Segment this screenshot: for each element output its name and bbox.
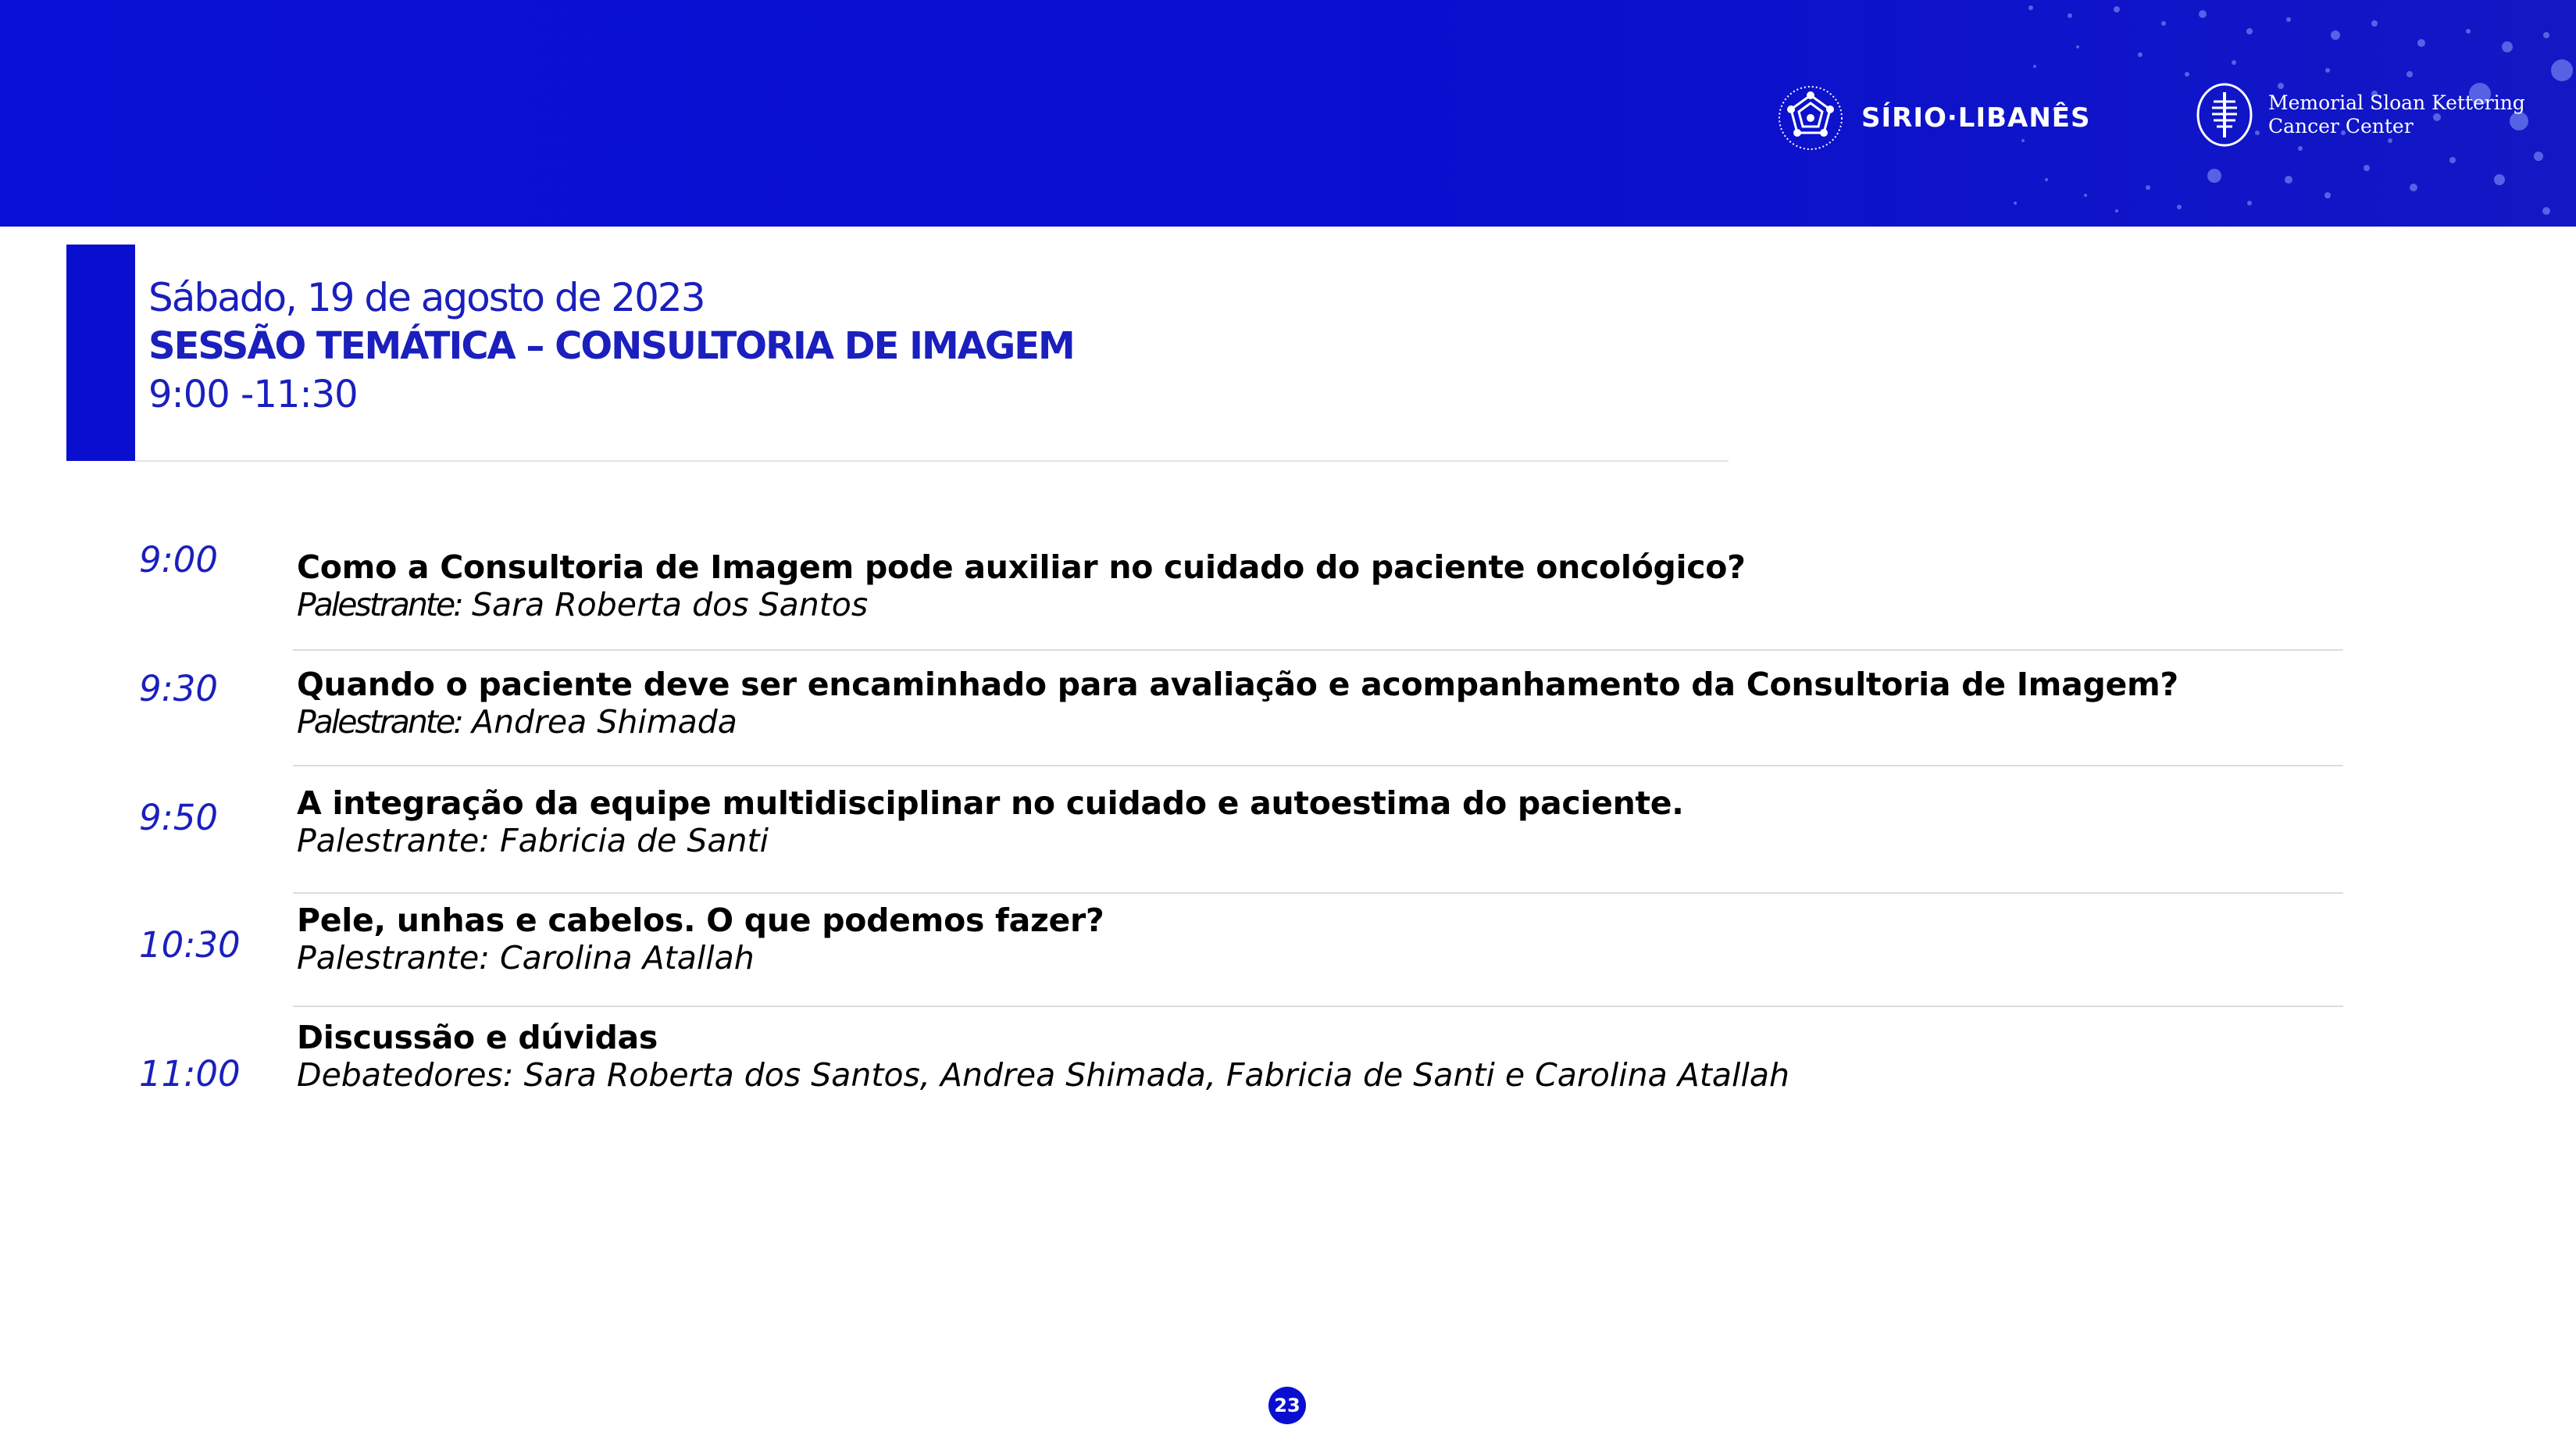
title-divider [135,460,1729,462]
sirio-libanes-logo [1777,84,2091,152]
page-number-badge: 23 [1268,1387,1306,1424]
schedule-speaker [297,586,868,623]
schedule-topic: Discussão e dúvidas [297,1019,658,1056]
speaker-label: Palestrante: [297,822,490,859]
speaker-label: Palestrante: [297,939,490,977]
schedule-speaker [297,822,769,859]
speaker-name: Fabricia de Santi [489,822,769,859]
speaker-name: Sara Roberta dos Santos, Andrea Shimada, Fabricia de Santi e Carolina Atallah [513,1056,1789,1094]
speaker-name: Sara Roberta dos Santos [461,586,869,623]
msk-emblem-icon [2195,81,2254,148]
row-divider [293,765,2343,766]
speaker-name: Andrea Shimada [461,703,737,741]
schedule-topic: Como a Consultoria de Imagem pode auxiliar no cuidado do paciente oncológico? [297,548,1746,586]
msk-logo [2195,81,2525,148]
schedule-time: 11:00 [139,1053,241,1095]
row-divider [293,649,2343,651]
session-date: Sábado, 19 de agosto de 2023 [148,275,705,320]
session-time-range: 9:00 -11:30 [148,373,358,416]
row-divider [293,892,2343,894]
header-banner [0,0,2576,227]
sirio-libanes-wordmark: SÍRIO·LIBANÊS [1861,102,2091,134]
schedule-time: 10:30 [139,924,241,966]
sirio-libanes-emblem-icon [1777,84,1844,152]
schedule-time: 9:00 [139,539,219,580]
schedule-topic: Pele, unhas e cabelos. O que podemos fazer? [297,902,1104,939]
schedule-speaker [297,939,755,977]
schedule-time: 9:30 [139,668,219,709]
row-divider [293,1005,2343,1007]
speaker-name: Carolina Atallah [489,939,755,977]
speaker-label: Palestrante: [297,586,462,623]
msk-wordmark-line2: Cancer Center [2268,115,2414,138]
title-accent-bar [66,245,135,461]
schedule-time: 9:50 [139,797,219,838]
msk-wordmark-line1: Memorial Sloan Kettering [2268,91,2525,114]
schedule-speaker [297,1056,1789,1094]
session-title: SESSÃO TEMÁTICA – CONSULTORIA DE IMAGEM [148,324,1074,368]
speaker-label: Palestrante: [297,703,462,741]
schedule-speaker [297,703,737,741]
schedule-topic: Quando o paciente deve ser encaminhado para avaliação e acompanhamento da Consultoria de Imagem? [297,666,2178,703]
speaker-label: Debatedores: [297,1056,514,1094]
session-title-block [148,273,1074,419]
msk-wordmark [2268,91,2525,138]
schedule-topic: A integração da equipe multidisciplinar no cuidado e autoestima do paciente. [297,784,1684,822]
